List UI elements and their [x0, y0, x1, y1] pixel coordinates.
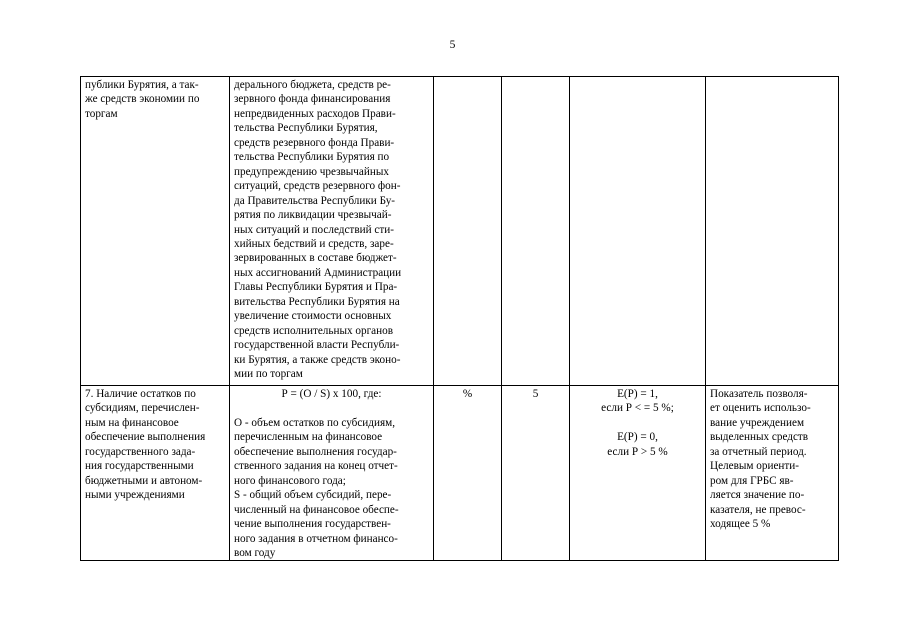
text-line: ственного задания на конец отчет-	[234, 460, 398, 473]
text-line: выделенных средств	[710, 431, 809, 444]
text-line: субсидиям, перечислен-	[85, 402, 200, 415]
text-line: Целевым ориенти-	[710, 460, 799, 473]
text-line: зервированных в составе бюджет-	[234, 252, 397, 265]
text-line: увеличение стоимости основных	[234, 310, 392, 323]
text-line: за отчетный период.	[710, 445, 807, 458]
text-line: E(P) = 0,	[617, 431, 658, 444]
table-row	[81, 77, 839, 386]
text-line: ки Бурятия, а также средств эконо-	[234, 353, 401, 366]
text-line: 7. Наличие остатков по	[85, 388, 196, 400]
text-line: обеспечение выполнения государ-	[234, 445, 397, 458]
formula-text: Р = (О / S) х 100, где:	[281, 388, 382, 400]
text-line: ного финансового года;	[234, 474, 346, 487]
text-line: тельства Республики Бурятия по	[234, 151, 390, 164]
comment-cell	[706, 386, 839, 561]
text-line: численный на финансовое обеспе-	[234, 503, 399, 516]
formula-description	[234, 416, 429, 561]
text-line: бюджетными и автоном-	[85, 474, 203, 487]
text-line: ных ассигнований Администрации	[234, 266, 402, 279]
text-line: если Р > 5 %	[607, 445, 668, 458]
unit-cell	[434, 77, 502, 386]
text-line: ляется значение по-	[710, 489, 805, 502]
text-line: Главы Республики Бурятия и Пра-	[234, 281, 398, 294]
text-line: ного задания в отчетном финансо-	[234, 532, 398, 545]
text-line: казателя, не превос-	[710, 503, 806, 516]
text-line: средств исполнительных органов	[234, 324, 393, 337]
text-line: О - объем остатков по субсидиям,	[234, 416, 395, 429]
evaluation-cell	[570, 77, 706, 386]
text-line: тельства Республики Бурятия,	[234, 122, 378, 135]
text-line: вительства Республики Бурятия на	[234, 295, 400, 308]
indicator-name-cell	[81, 386, 230, 561]
text-line: ситуаций, средств резервного фон-	[234, 180, 401, 193]
formula-cell	[230, 77, 434, 386]
text-line: вание учреждением	[710, 416, 805, 429]
text-line: перечисленным на финансовое	[234, 431, 383, 444]
text-line: ходящее 5 %	[710, 518, 771, 531]
page-number: 5	[449, 39, 456, 51]
text-line: рятия по ликвидации чрезвычай-	[234, 209, 392, 222]
text-line: Показатель позволя-	[710, 388, 808, 400]
text-line: же средств экономии по	[85, 93, 200, 106]
weight-cell: 5	[502, 386, 570, 561]
text-line: предупреждению чрезвычайных	[234, 165, 389, 178]
text-line: E(P) = 1,	[617, 388, 658, 400]
text-line: ных ситуаций и последствий сти-	[234, 223, 394, 236]
text-line: непредвиденных расходов Прави-	[234, 107, 396, 120]
text-line: если Р < = 5 %;	[601, 402, 674, 415]
text-line: дерального бюджета, средств ре-	[234, 79, 391, 91]
text-line: зервного фонда финансирования	[234, 93, 391, 106]
evaluation-cell	[570, 386, 706, 561]
text-line	[574, 416, 701, 430]
text-line: торгам	[85, 107, 118, 120]
indicator-name-cell	[81, 77, 230, 386]
text-line: мии по торгам	[234, 368, 303, 381]
text-line: ным на финансовое	[85, 416, 179, 429]
text-line: ром для ГРБС яв-	[710, 474, 794, 487]
weight-cell	[502, 77, 570, 386]
text-line: хийных бедствий и средств, заре-	[234, 237, 394, 250]
comment-cell	[706, 77, 839, 386]
text-line: ния государственными	[85, 460, 194, 473]
text-line: обеспечение выполнения	[85, 431, 206, 444]
text-line: S - общий объем субсидий, пере-	[234, 489, 392, 502]
text-line: да Правительства Республики Бу-	[234, 194, 396, 207]
table-row	[81, 386, 839, 561]
text-line: ными учреждениями	[85, 489, 185, 502]
indicator-table	[80, 76, 839, 561]
text-line: вом году	[234, 546, 276, 559]
text-line: публики Бурятия, а так-	[85, 79, 199, 91]
text-line: средств резервного фонда Прави-	[234, 136, 395, 149]
text-line: государственной власти Республи-	[234, 339, 400, 352]
formula-cell	[230, 386, 434, 561]
text-line: государственного зада-	[85, 445, 196, 458]
text-line: ет оценить использо-	[710, 402, 811, 415]
unit-cell: %	[434, 386, 502, 561]
text-line: чение выполнения государствен-	[234, 518, 391, 531]
